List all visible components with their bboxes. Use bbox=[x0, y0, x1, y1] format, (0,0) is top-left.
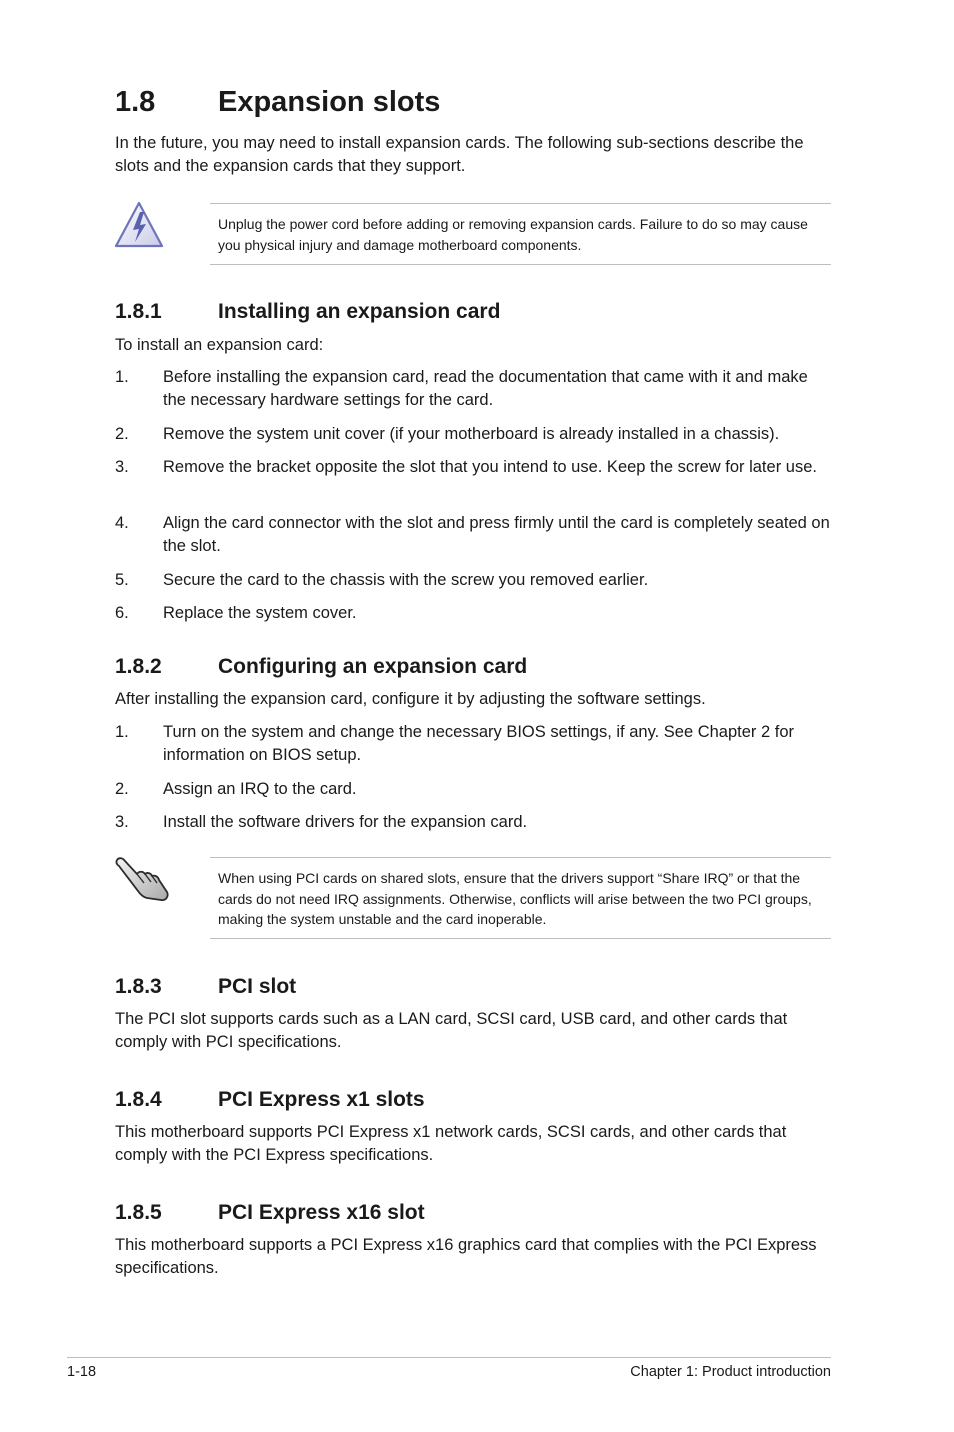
subsection-heading-1-8-5 bbox=[115, 1201, 835, 1227]
subsection-number: 1.8.2 bbox=[115, 655, 162, 678]
subsection-heading-1-8-4 bbox=[115, 1088, 835, 1114]
subsection-number: 1.8.5 bbox=[115, 1201, 162, 1224]
subsection-number: 1.8.3 bbox=[115, 975, 162, 998]
page-number: 1-18 bbox=[67, 1364, 97, 1380]
subsection-title: Installing an expansion card bbox=[218, 300, 501, 323]
subsection-heading-1-8-2 bbox=[115, 655, 835, 681]
note-text: When using PCI cards on shared slots, ensure that the drivers support “Share IRQ” or that the cards do not need IRQ assignments. Otherwise, conflicts will arise between the two PCI groups, making the system unstable and the card inoperable. bbox=[218, 870, 812, 927]
pci-slot-paragraph: The PCI slot supports cards such as a LAN card, SCSI card, USB card, and other cards that comply with PCI specifications. bbox=[115, 1010, 788, 1051]
subsection-heading-1-8-1 bbox=[115, 300, 835, 326]
warning-lightning-icon bbox=[113, 200, 165, 250]
intro-paragraph: In the future, you may need to install expansion cards. The following sub-sections describe the slots and the expansion cards that they support. bbox=[115, 134, 804, 175]
warning-note bbox=[210, 203, 831, 265]
subsection-number: 1.8.4 bbox=[115, 1088, 162, 1111]
pcie-x16-paragraph: This motherboard supports a PCI Express x16 graphics card that complies with the PCI Express specifications. bbox=[115, 1236, 817, 1277]
footer-divider bbox=[67, 1357, 831, 1358]
subsection-title: PCI Express x1 slots bbox=[218, 1088, 425, 1111]
subsection-title: PCI slot bbox=[218, 975, 297, 998]
chapter-label: Chapter 1: Product introduction bbox=[630, 1364, 831, 1380]
install-lead: To install an expansion card: bbox=[115, 336, 324, 354]
section-number: 1.8 bbox=[115, 86, 156, 118]
configure-lead: After installing the expansion card, configure it by adjusting the software settings. bbox=[115, 690, 706, 708]
warning-text: Unplug the power cord before adding or removing expansion cards. Failure to do so may cause you physical injury and damage motherboard components. bbox=[218, 216, 808, 253]
subsection-title: Configuring an expansion card bbox=[218, 655, 528, 678]
info-note bbox=[210, 857, 831, 939]
section-title: Expansion slots bbox=[218, 86, 441, 118]
pointing-hand-icon bbox=[113, 852, 173, 904]
subsection-title: PCI Express x16 slot bbox=[218, 1201, 425, 1224]
pcie-x1-paragraph: This motherboard supports PCI Express x1 network cards, SCSI cards, and other cards that comply with the PCI Express specifications. bbox=[115, 1123, 787, 1164]
subsection-heading-1-8-3 bbox=[115, 975, 835, 1001]
subsection-number: 1.8.1 bbox=[115, 300, 162, 323]
